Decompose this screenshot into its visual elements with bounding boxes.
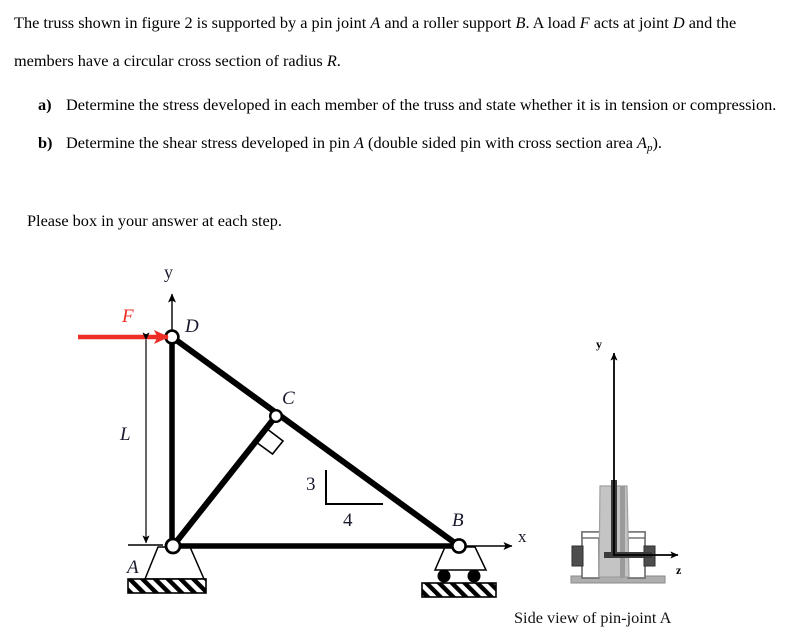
var-area-ap: A	[637, 133, 647, 152]
problem-text-1: The truss shown in figure 2 is supported by a pin joint	[14, 13, 371, 32]
side-view-pin-joint	[571, 480, 665, 583]
joint-C-pin	[270, 410, 282, 422]
problem-text-6: .	[336, 51, 341, 70]
side-view-axis-y-label: y	[596, 337, 602, 351]
roller-support-b	[422, 547, 496, 597]
slope-rise-label: 3	[306, 474, 316, 495]
var-roller-support-b: B	[515, 13, 526, 32]
joint-A-pin	[166, 539, 180, 553]
item-b-text-1: Determine the shear stress developed in pin	[66, 133, 354, 152]
joint-label-D: D	[185, 316, 199, 337]
dimension-L	[128, 340, 163, 545]
var-joint-d: D	[672, 13, 685, 32]
question-list	[38, 86, 798, 167]
closing-instruction: Please box in your answer at each step.	[27, 211, 282, 230]
pin-support-a	[128, 547, 206, 593]
joint-B-pin	[452, 539, 465, 552]
item-b-text-3: ).	[652, 133, 662, 152]
item-b-marker: b)	[38, 133, 53, 152]
item-a-text: Determine the stress developed in each member of the truss and state whether it is in tension or compression.	[66, 95, 777, 114]
side-view-axis-z-label: z	[676, 563, 682, 577]
item-a-marker: a)	[38, 95, 52, 114]
joint-label-B: B	[452, 510, 464, 531]
load-label-F: F	[122, 306, 134, 327]
var-pin-joint-a: A	[370, 13, 381, 32]
axis-y-label: y	[164, 262, 173, 282]
var-area-ap-subscript: p	[647, 142, 653, 154]
truss-figure	[0, 236, 801, 642]
joint-label-C: C	[282, 388, 295, 409]
dimension-label-L: L	[120, 424, 131, 445]
joint-label-A: A	[127, 557, 139, 578]
question-item-b	[38, 124, 798, 167]
item-b-text-2: (double sided pin with cross section area	[363, 133, 638, 152]
slope-run-label: 4	[343, 510, 353, 531]
figure-caption: Side view of pin-joint A	[514, 608, 672, 627]
problem-text-2: and a roller support	[380, 13, 516, 32]
member-DB	[172, 337, 459, 546]
problem-text-4: acts at joint	[589, 13, 673, 32]
axis-x-label: x	[518, 527, 527, 546]
truss-members	[172, 337, 459, 546]
problem-text-5: and the members have a circular cross section of radius	[14, 13, 737, 70]
question-item-a	[38, 86, 798, 124]
problem-paragraph	[14, 4, 798, 80]
var-load-f: F	[579, 13, 590, 32]
var-pin-a: A	[354, 133, 364, 152]
var-radius-r: R	[326, 51, 337, 70]
problem-text-3: . A load	[525, 13, 580, 32]
